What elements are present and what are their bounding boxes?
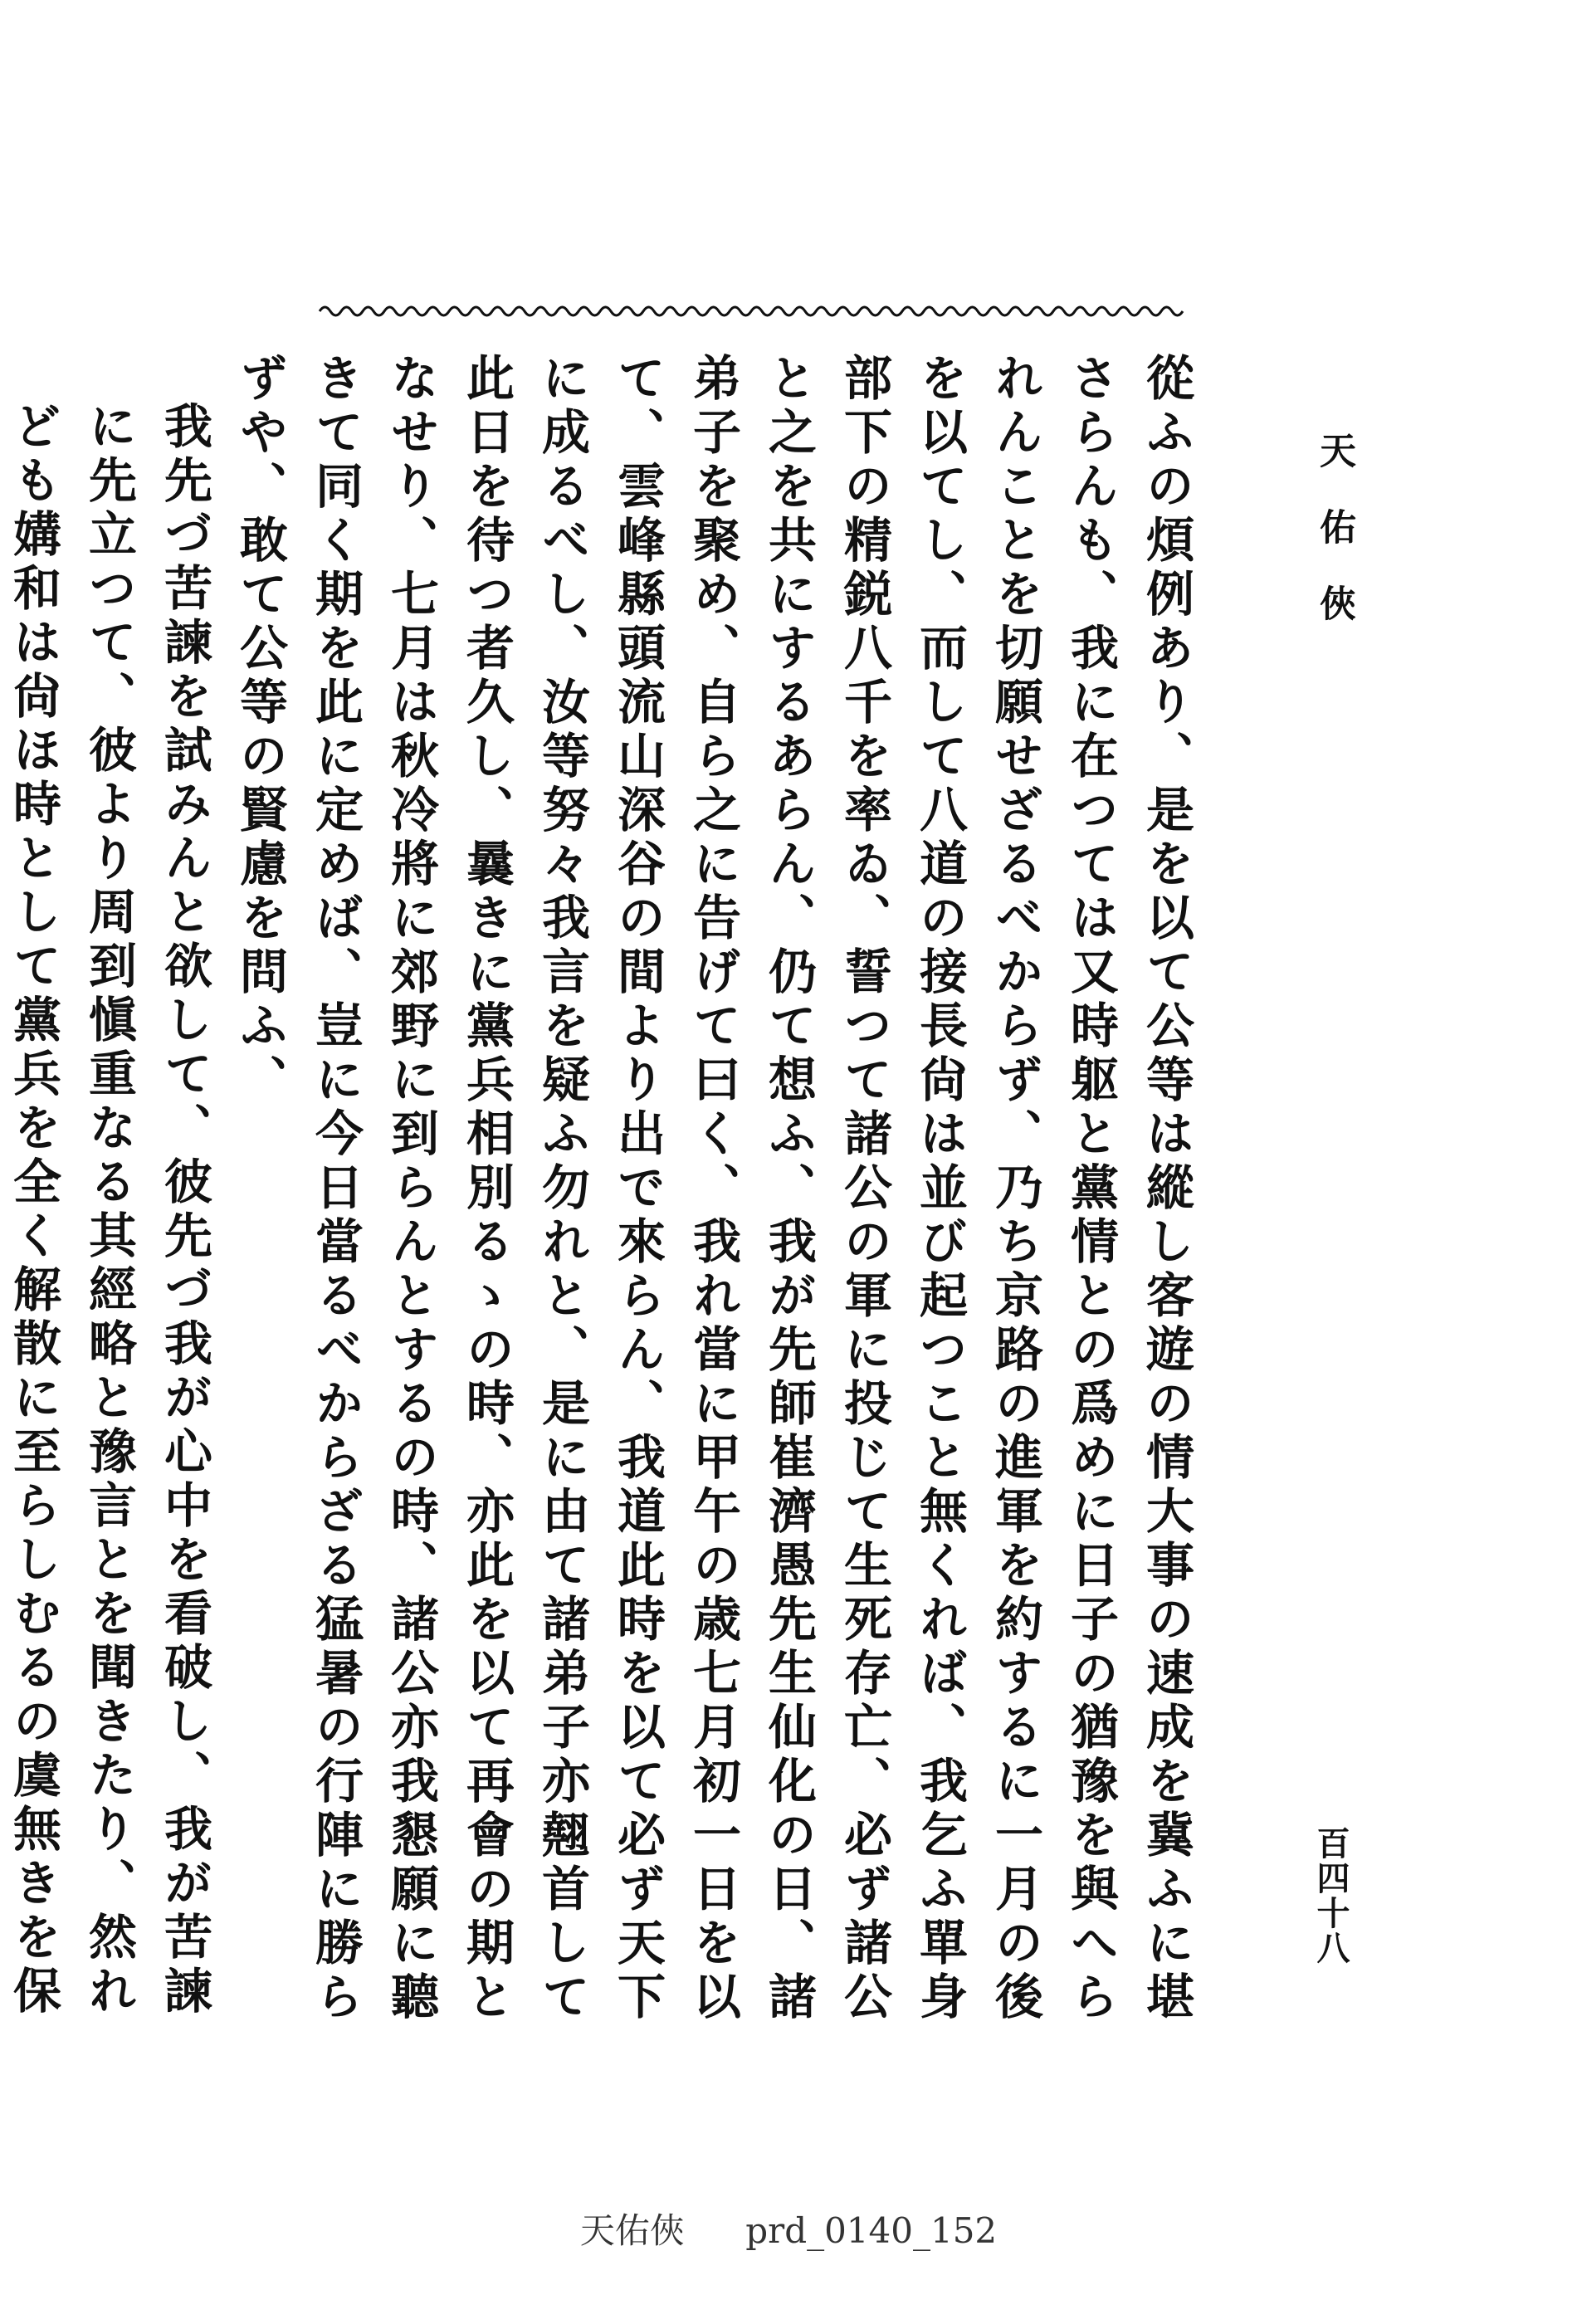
page-number: 百四十八: [1311, 1826, 1350, 1965]
footer-book-title: 天佑俠: [579, 2210, 685, 2251]
wavy-rule-ornament: [320, 299, 1183, 324]
paragraph: 從ふの煩例あり、是を以て公等は縱し客遊の情大事の速成を冀ふに堪さらんも、我に在つては又時躯と黨情との爲めに日子の猶豫を與へられんことを切願せざるべからず、乃ち京路の進軍を約するに一月の後を以てし、而して八道の接長尙は並び起つこと無くれば、我乞ふ單身部下の精鋭八千を率ゐ、誓つて諸公の軍に投じて生死存亡、必ず諸公と之を共にするあらん、仍て想ふ、我が先師崔濟愚先生仙化の日、諸弟子を聚め、自ら之に告げて曰く、我れ當に甲午の歳七月初一日を以て、雲峰縣頭流山深谷の間より出で來らん、我道此時を以て必ず天下に成るべし、汝等努々我言を疑ふ勿れと、是に由て諸弟子亦翹首して此日を待つ者久し、曩きに黨兵相別るゝの時、亦此を以て再會の期となせり、七月は秋冷將に郊野に到らんとするの時、諸公亦我懇願に聽きて同く期を此に定めば、豈に今日當るべからざる猛暑の行陣に勝らずや、敢て公等の賢慮を問ふ、: [232, 353, 1194, 2025]
scan-footer-label: [0, 2204, 1577, 2253]
vertical-text-body: [5, 353, 1204, 2054]
footer-page-id: prd_0140_152: [745, 2210, 998, 2251]
paragraph: 我先づ苦諫を試みんと欲して、彼先づ我が心中を看破し、我が苦諫に先立つて、彼より周到愼重なる其經略と豫言とを聞きたり、然れども媾和は尙ほ時として黨兵を全く解散に至らしむるの虞無きを保: [5, 401, 212, 2019]
running-title: 天佑俠: [1313, 432, 1355, 661]
